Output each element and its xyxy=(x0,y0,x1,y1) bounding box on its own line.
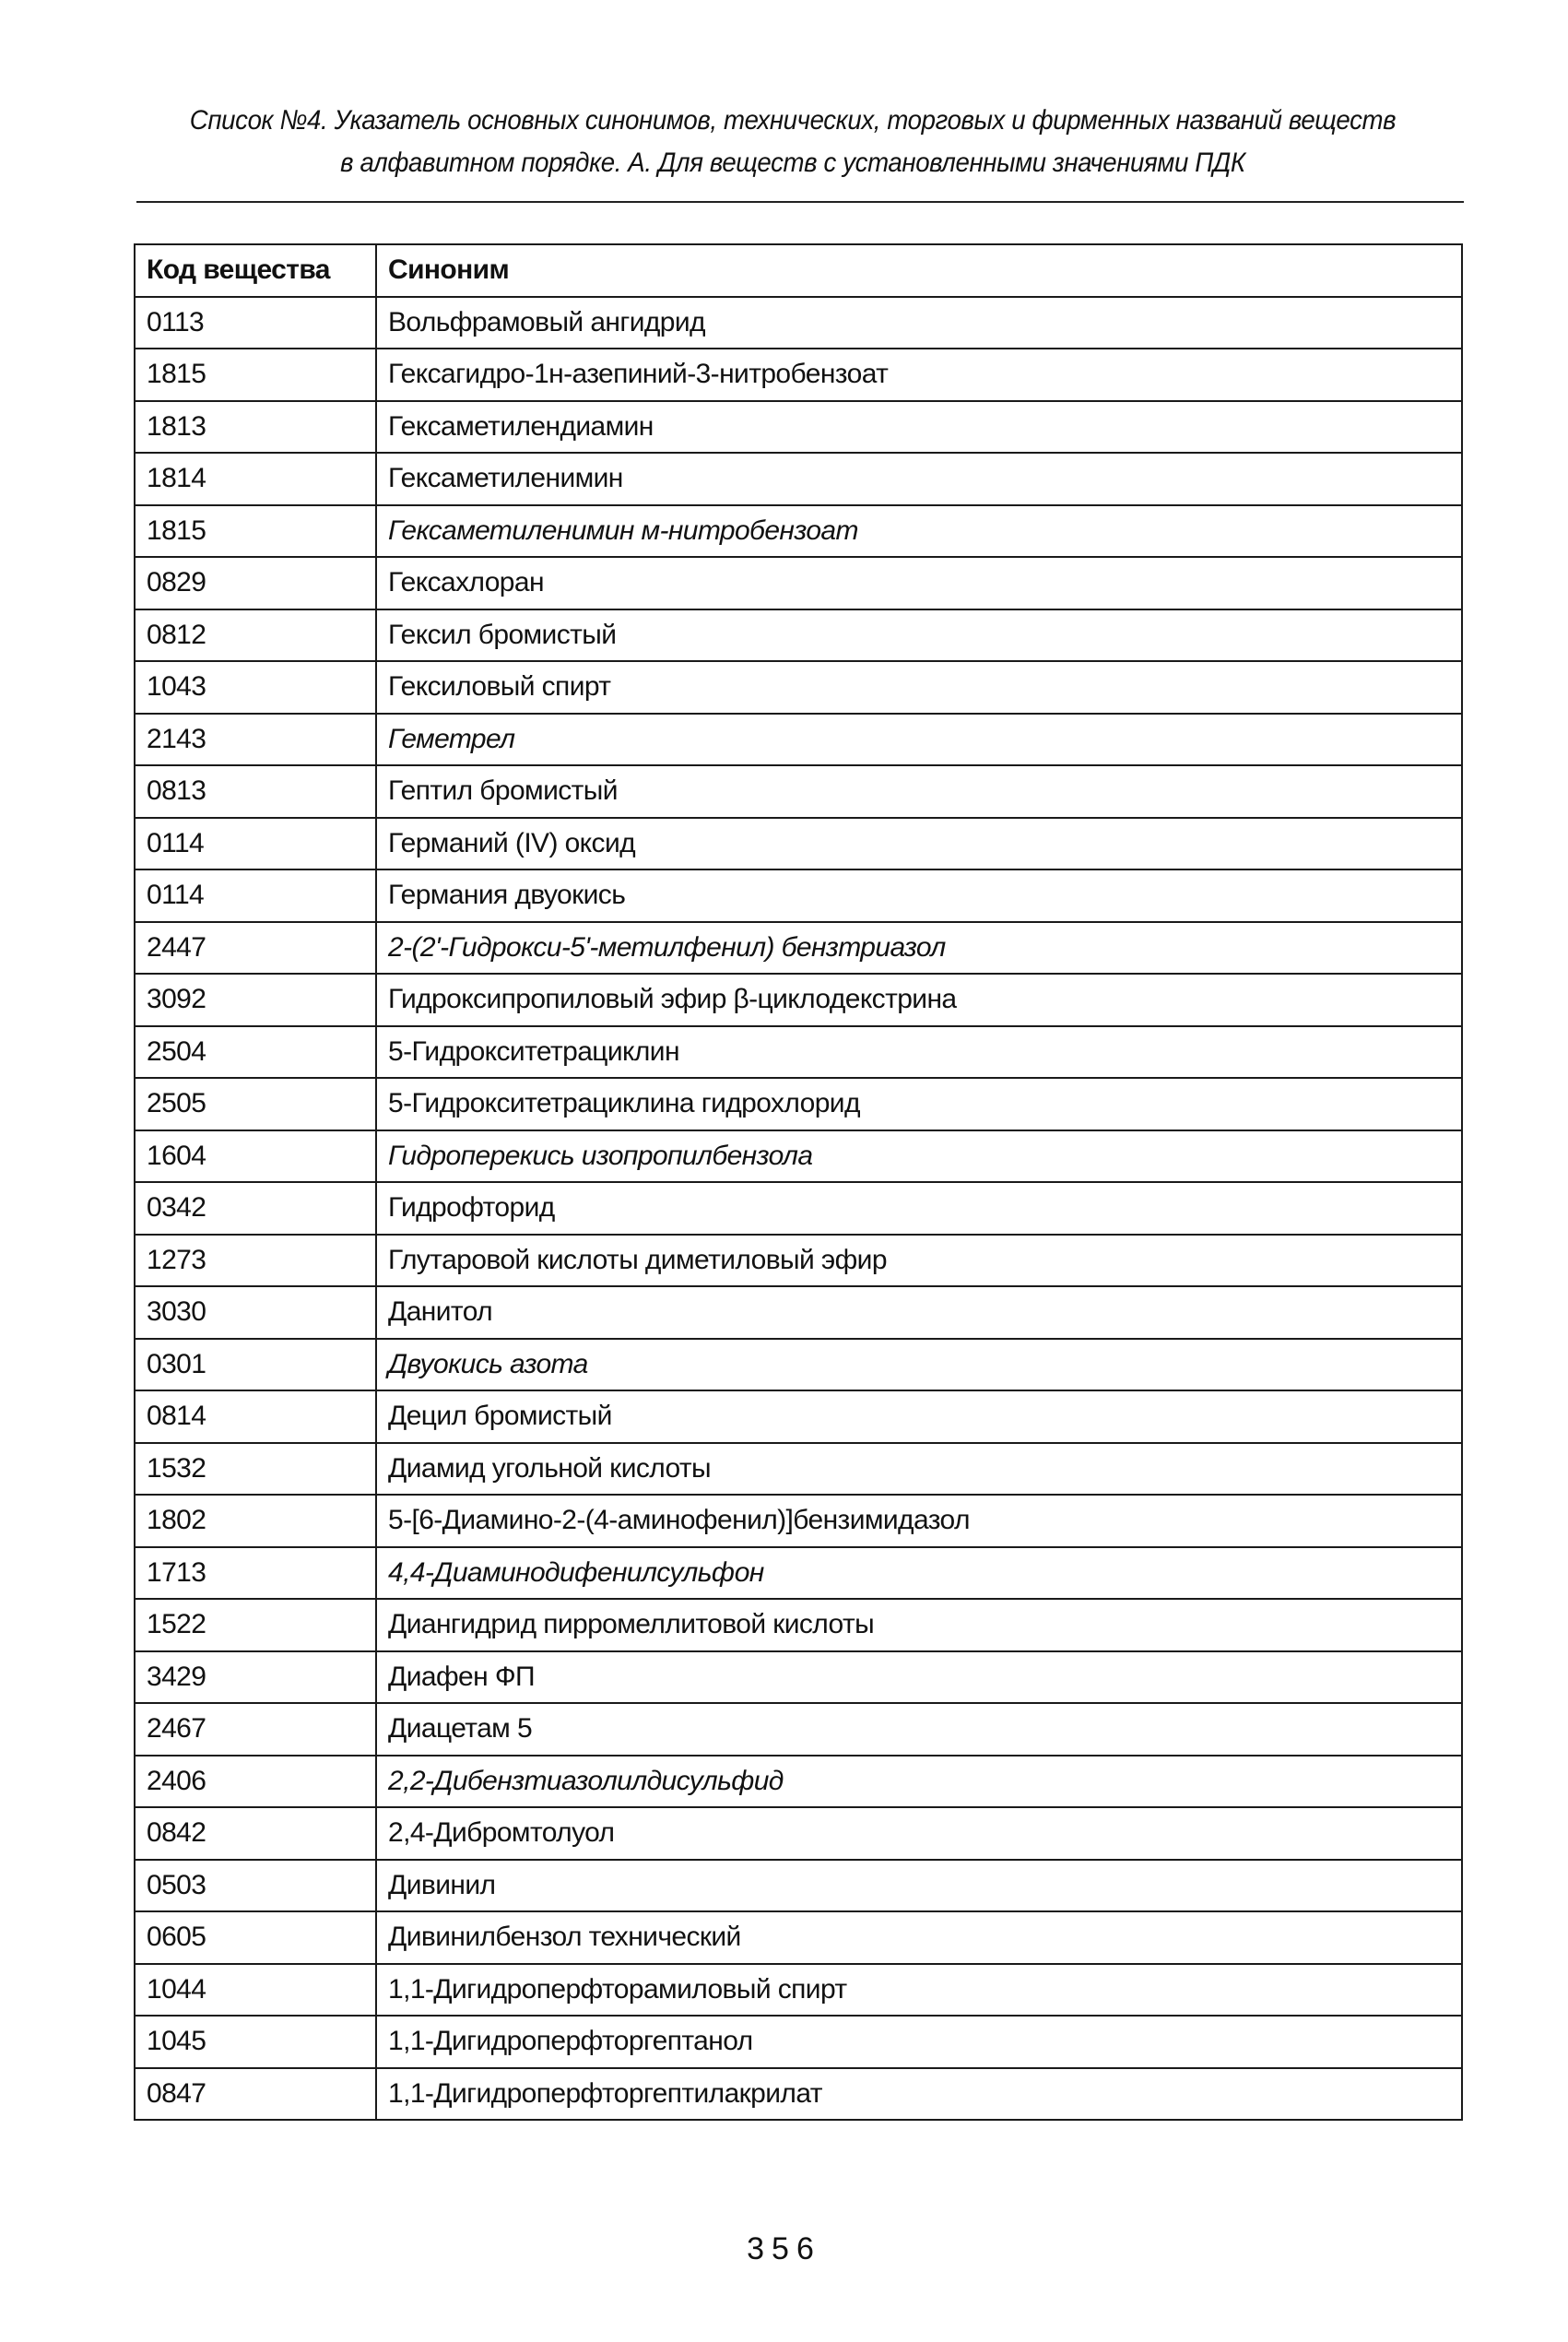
table-row xyxy=(135,974,1462,1026)
substance-code: 2504 xyxy=(135,1026,376,1079)
table-row xyxy=(135,2016,1462,2068)
table-row xyxy=(135,349,1462,401)
substance-synonym: 1,1-Дигидроперфторгептилакрилат xyxy=(376,2068,1462,2121)
substance-code: 1802 xyxy=(135,1495,376,1547)
substance-synonym: Гексаметилендиамин xyxy=(376,401,1462,454)
substance-synonym: 1,1-Дигидроперфторамиловый спирт xyxy=(376,1964,1462,2017)
substance-code: 1815 xyxy=(135,349,376,401)
table-body xyxy=(135,297,1462,2121)
substance-synonym: Гидроперекись изопропилбензола xyxy=(376,1130,1462,1183)
substance-synonym: 2,4-Дибромтолуол xyxy=(376,1807,1462,1860)
table-row xyxy=(135,1495,1462,1547)
header-line-2: в алфавитном порядке. А. Для веществ с установленными значениями ПДК xyxy=(340,148,1245,178)
table-row xyxy=(135,1078,1462,1130)
page-header xyxy=(183,100,1404,184)
substance-synonym: Гексил бромистый xyxy=(376,609,1462,662)
table-row xyxy=(135,609,1462,662)
table-row xyxy=(135,1599,1462,1651)
table-row xyxy=(135,1651,1462,1704)
substance-code: 1043 xyxy=(135,661,376,714)
table-row xyxy=(135,1390,1462,1443)
table-row xyxy=(135,505,1462,558)
substance-synonym: Децил бромистый xyxy=(376,1390,1462,1443)
table-row xyxy=(135,1286,1462,1339)
substance-code: 1273 xyxy=(135,1235,376,1287)
table-row xyxy=(135,1860,1462,1912)
substance-code: 1713 xyxy=(135,1547,376,1600)
table-row xyxy=(135,1964,1462,2017)
substance-code: 0829 xyxy=(135,557,376,609)
header-divider xyxy=(136,201,1464,203)
substance-code: 0503 xyxy=(135,1860,376,1912)
table-row xyxy=(135,661,1462,714)
substance-code: 0813 xyxy=(135,765,376,818)
substance-synonym: 2-(2'-Гидрокси-5'-метилфенил) бензтриазол xyxy=(376,922,1462,975)
substance-code: 1814 xyxy=(135,453,376,505)
table-row xyxy=(135,1130,1462,1183)
substance-synonym: Диацетам 5 xyxy=(376,1703,1462,1756)
substance-code: 0847 xyxy=(135,2068,376,2121)
substance-code: 2406 xyxy=(135,1756,376,1808)
substance-synonym: Диафен ФП xyxy=(376,1651,1462,1704)
substance-code: 2505 xyxy=(135,1078,376,1130)
substance-synonym: Вольфрамовый ангидрид xyxy=(376,297,1462,349)
column-header-synonym: Синоним xyxy=(376,244,1462,297)
substance-code: 2447 xyxy=(135,922,376,975)
table-row xyxy=(135,1182,1462,1235)
substance-synonym: Гептил бромистый xyxy=(376,765,1462,818)
substance-code: 0114 xyxy=(135,818,376,870)
substance-synonym: Дивинил xyxy=(376,1860,1462,1912)
table-row xyxy=(135,453,1462,505)
substance-code: 1815 xyxy=(135,505,376,558)
table-row xyxy=(135,869,1462,922)
table-row xyxy=(135,1443,1462,1496)
column-header-code: Код вещества xyxy=(135,244,376,297)
substance-code: 1045 xyxy=(135,2016,376,2068)
substance-synonym: Гексаметиленимин м-нитробензоат xyxy=(376,505,1462,558)
substance-code: 2143 xyxy=(135,714,376,766)
table-row xyxy=(135,1911,1462,1964)
substance-code: 1813 xyxy=(135,401,376,454)
substance-code: 1044 xyxy=(135,1964,376,2017)
table-row xyxy=(135,1807,1462,1860)
table-row xyxy=(135,922,1462,975)
substance-code: 0114 xyxy=(135,869,376,922)
table-row xyxy=(135,1547,1462,1600)
substance-code: 0301 xyxy=(135,1339,376,1391)
header-line-1: Список №4. Указатель основных синонимов, технических, торговых и фирменных названий веществ xyxy=(189,105,1397,136)
page-number: 356 xyxy=(747,2231,821,2266)
substance-code: 2467 xyxy=(135,1703,376,1756)
substance-synonym: Гидрофторид xyxy=(376,1182,1462,1235)
table-row xyxy=(135,818,1462,870)
substance-code: 1532 xyxy=(135,1443,376,1496)
substance-code: 0814 xyxy=(135,1390,376,1443)
table-row xyxy=(135,1703,1462,1756)
substance-synonym: Дивинилбензол технический xyxy=(376,1911,1462,1964)
substance-synonym: Данитол xyxy=(376,1286,1462,1339)
substance-synonym: 5-Гидрокситетрациклина гидрохлорид xyxy=(376,1078,1462,1130)
substance-code: 0812 xyxy=(135,609,376,662)
substance-synonym: Диангидрид пирромеллитовой кислоты xyxy=(376,1599,1462,1651)
substance-code: 3429 xyxy=(135,1651,376,1704)
substance-code: 1604 xyxy=(135,1130,376,1183)
substance-synonym: Гексахлоран xyxy=(376,557,1462,609)
substance-synonym: Гексиловый спирт xyxy=(376,661,1462,714)
substance-synonym: 2,2-Дибензтиазолилдисульфид xyxy=(376,1756,1462,1808)
substance-synonym: Германий (IV) оксид xyxy=(376,818,1462,870)
table-row xyxy=(135,1026,1462,1079)
substance-synonym: Глутаровой кислоты диметиловый эфир xyxy=(376,1235,1462,1287)
substance-synonym: Гексаметиленимин xyxy=(376,453,1462,505)
table-row xyxy=(135,1756,1462,1808)
substance-code: 0113 xyxy=(135,297,376,349)
table-row xyxy=(135,2068,1462,2121)
synonym-table xyxy=(134,243,1463,2121)
table-row xyxy=(135,557,1462,609)
substance-code: 3092 xyxy=(135,974,376,1026)
substance-synonym: Гидроксипропиловый эфир β-циклодекстрина xyxy=(376,974,1462,1026)
table-row xyxy=(135,401,1462,454)
substance-synonym: Гексагидро-1н-азепиний-3-нитробензоат xyxy=(376,349,1462,401)
substance-synonym: Двуокись азота xyxy=(376,1339,1462,1391)
substance-code: 1522 xyxy=(135,1599,376,1651)
table-header-row xyxy=(135,244,1462,297)
substance-synonym: Германия двуокись xyxy=(376,869,1462,922)
table-row xyxy=(135,297,1462,349)
substance-synonym: 4,4-Диаминодифенилсульфон xyxy=(376,1547,1462,1600)
table-row xyxy=(135,714,1462,766)
table-row xyxy=(135,765,1462,818)
substance-synonym: 1,1-Дигидроперфторгептанол xyxy=(376,2016,1462,2068)
table-row xyxy=(135,1235,1462,1287)
substance-synonym: 5-Гидрокситетрациклин xyxy=(376,1026,1462,1079)
substance-synonym: Геметрел xyxy=(376,714,1462,766)
substance-code: 0842 xyxy=(135,1807,376,1860)
substance-synonym: Диамид угольной кислоты xyxy=(376,1443,1462,1496)
substance-code: 3030 xyxy=(135,1286,376,1339)
table-row xyxy=(135,1339,1462,1391)
substance-code: 0342 xyxy=(135,1182,376,1235)
substance-synonym: 5-[6-Диамино-2-(4-аминофенил)]бензимидазол xyxy=(376,1495,1462,1547)
substance-code: 0605 xyxy=(135,1911,376,1964)
